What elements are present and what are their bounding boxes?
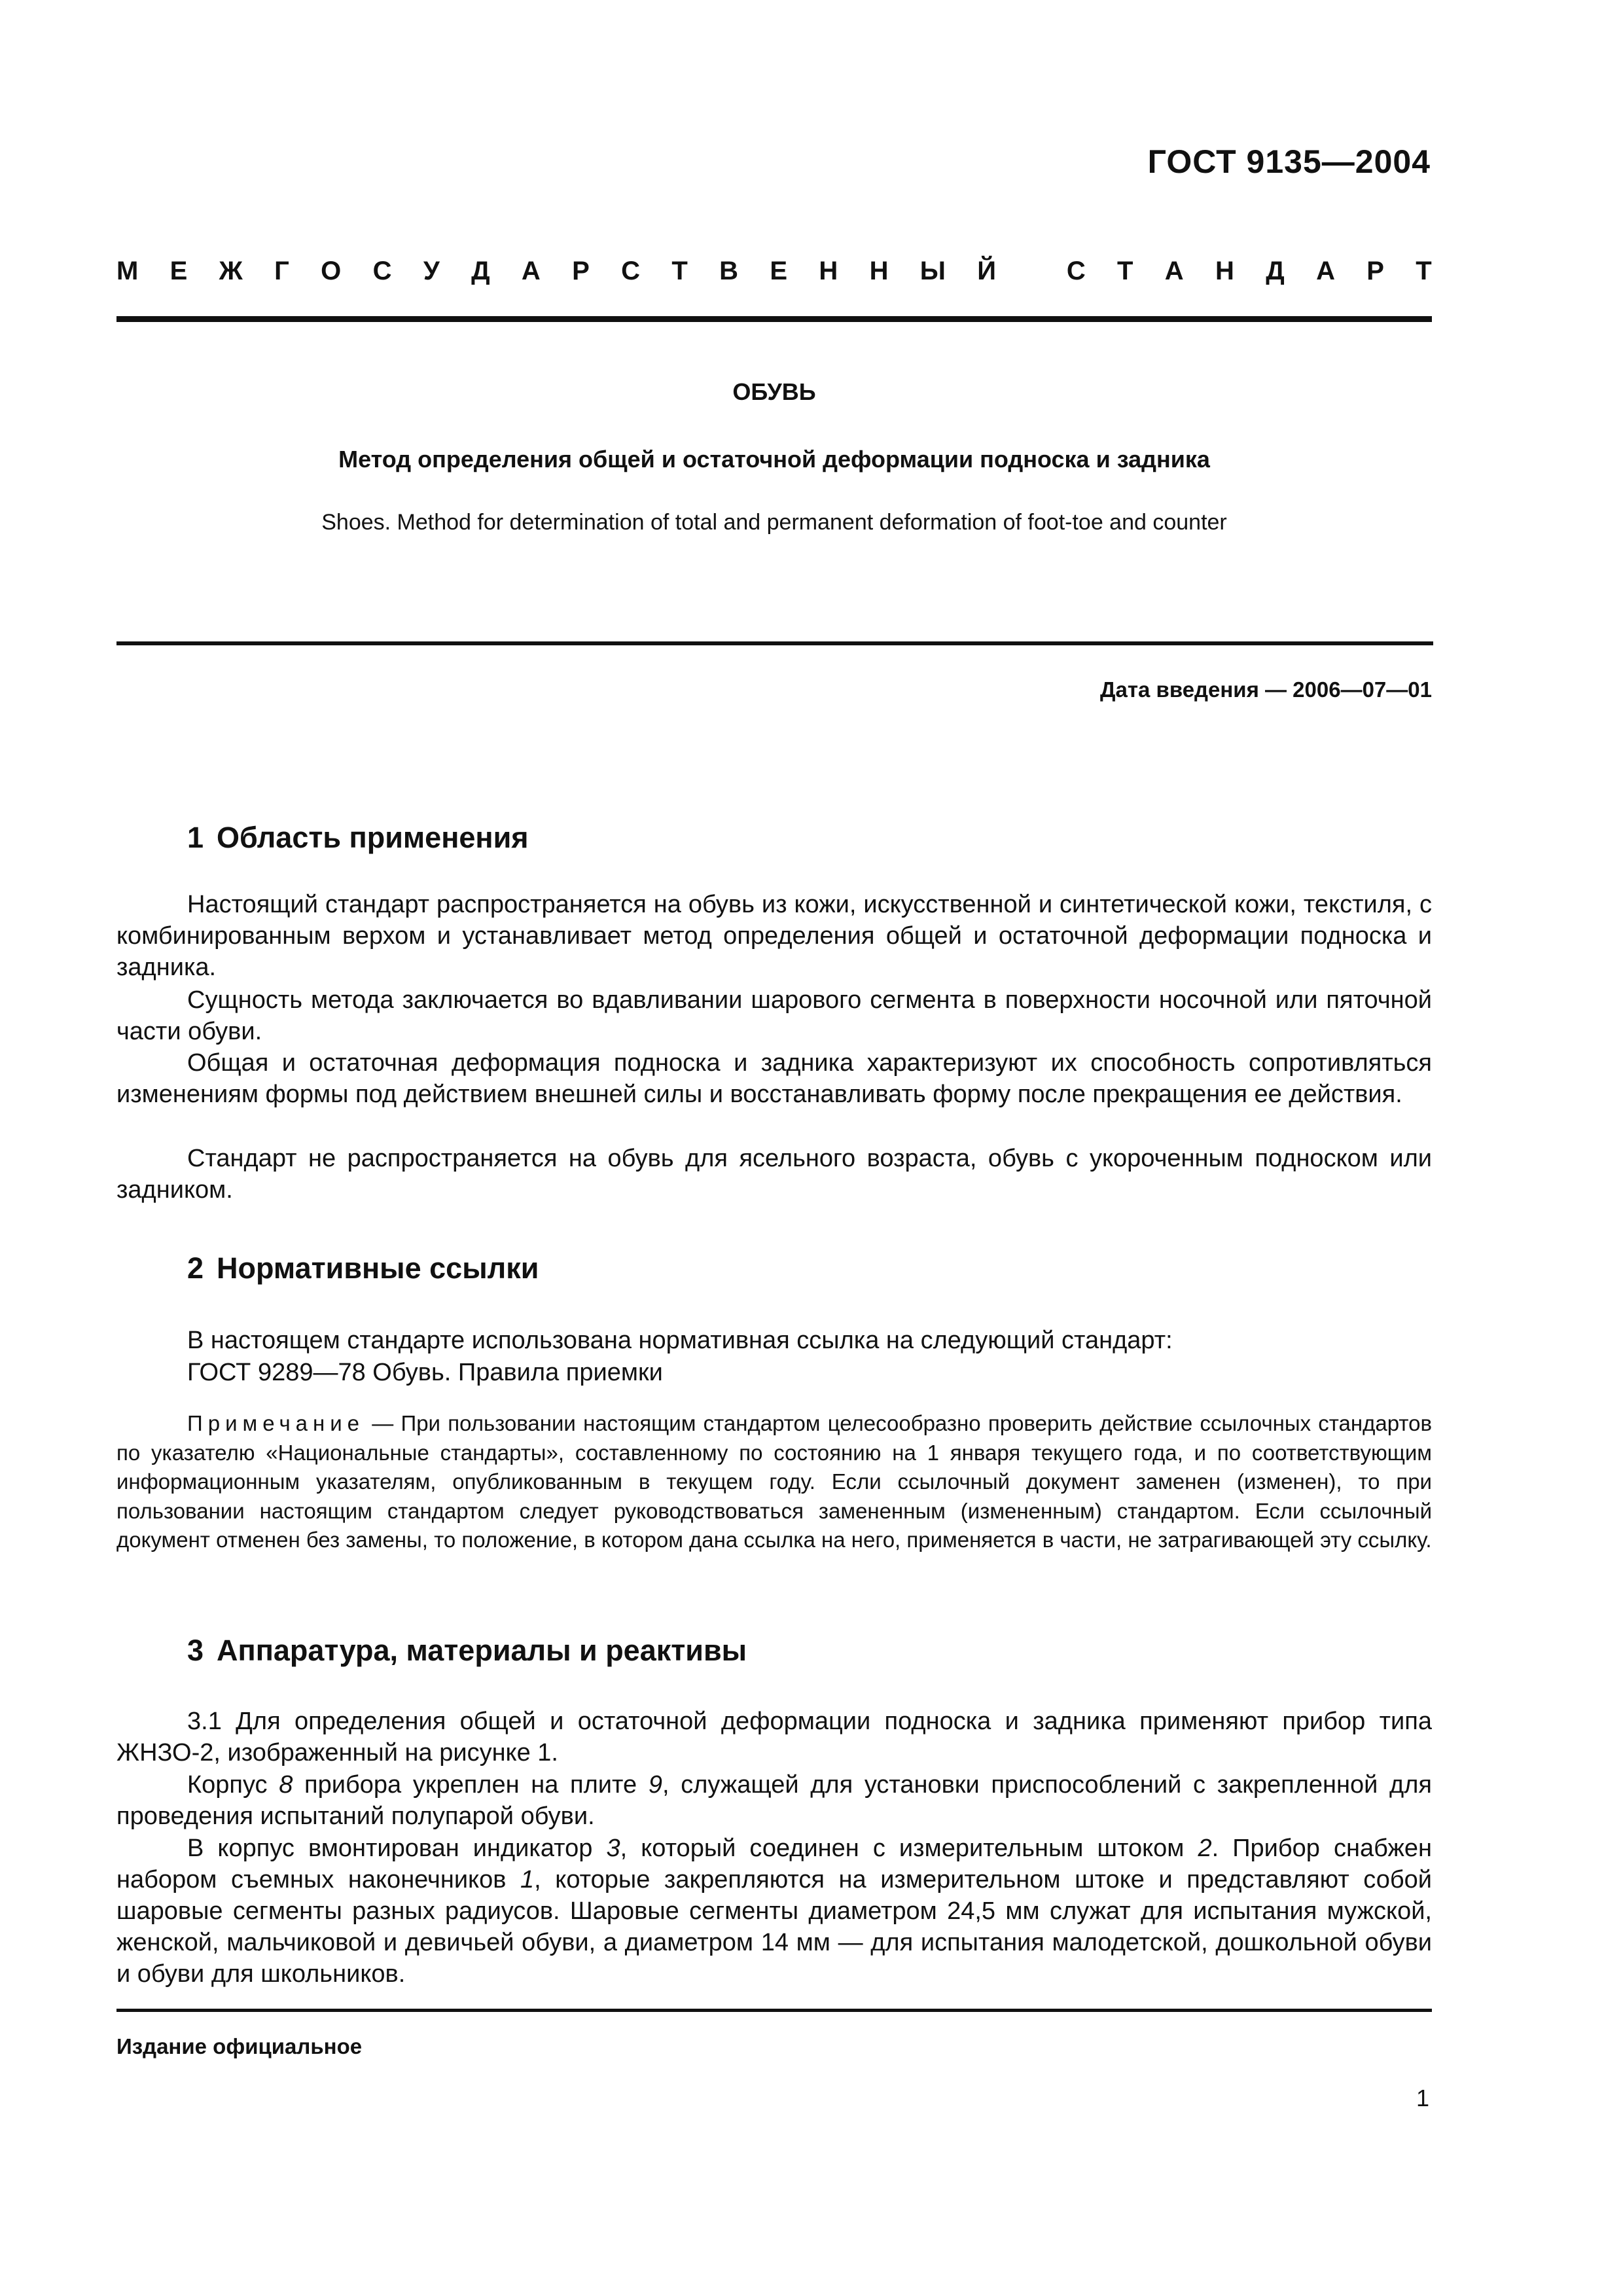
heading-letter: У	[423, 257, 440, 285]
footer-rule	[116, 2009, 1432, 2012]
section-2-line-1: В настоящем стандарте использована нормативная ссылка на следующий стандарт:	[187, 1327, 1173, 1354]
heading-letter: С	[621, 257, 641, 285]
word-gap	[1027, 257, 1035, 286]
document-code: ГОСТ 9135—2004	[1147, 143, 1431, 180]
text-run: . Прибор снабжен набором съемных наконечников	[116, 1835, 1432, 1893]
note-text: — При пользовании настоящим стандартом целесообразно проверить действие ссылочных стандартов по указателю «Национальные стандарты», составленному по состоянию на 1 января текущего года, и по соответствующим информационным указателям, опубликованным в текущем году. Если ссылочный документ заменен (изменен), то при пользовании настоящим стандартом следует руководствоваться замененным (измененным) стандартом. Если ссылочный документ отменен без замены, то положение, в котором дана ссылка на него, применяется в части, не затрагивающей эту ссылку.	[116, 1411, 1432, 1552]
heading-letter: Е	[169, 257, 188, 285]
text-run: Корпус	[187, 1771, 279, 1799]
heading-letter: О	[321, 257, 342, 285]
page-number: 1	[1416, 2085, 1429, 2111]
heading-letter: Т	[1117, 257, 1133, 285]
text-run: В корпус вмонтирован индикатор	[187, 1835, 607, 1862]
heading-letter: А	[1316, 257, 1335, 285]
section-number: 3	[187, 1634, 204, 1667]
title-rule	[116, 641, 1433, 645]
heading-letter: Т	[1416, 257, 1432, 285]
heading-letter: Н	[819, 257, 838, 285]
section-3-heading	[187, 1634, 747, 1668]
figure-callout-number: 9	[648, 1771, 662, 1799]
header-rule	[116, 316, 1432, 322]
heading-letter: Н	[869, 257, 889, 285]
section-1-heading	[187, 821, 529, 855]
date-of-introduction: Дата введения — 2006—07—01	[1100, 677, 1432, 702]
heading-letter: Ж	[219, 257, 243, 285]
heading-letter: Н	[1215, 257, 1234, 285]
figure-callout-number: 1	[520, 1866, 535, 1893]
section-1-paragraph-1: Настоящий стандарт распространяется на обувь из кожи, искусственной и синтетической кожи, текстиля, с комбинированным верхом и устанавливает метод определения общей и остаточной деформации подноска и задника.	[116, 891, 1432, 981]
section-2-heading	[187, 1251, 539, 1285]
heading-letter: Р	[572, 257, 590, 285]
note-label: Примечание	[187, 1411, 365, 1435]
heading-letter: Й	[977, 257, 997, 285]
heading-letter: Е	[770, 257, 788, 285]
heading-letter: Г	[274, 257, 289, 285]
title-english: Shoes. Method for determination of total and permanent deformation of foot-toe and counter	[321, 510, 1227, 535]
heading-letter: Д	[471, 257, 490, 285]
section-number: 1	[187, 821, 204, 854]
section-3-paragraph-3	[116, 1833, 1432, 1990]
heading-letter: А	[521, 257, 541, 285]
section-1-paragraph-4: Стандарт не распространяется на обувь для ясельного возраста, обувь с укороченным подноском или задником.	[116, 1145, 1432, 1204]
title-main: ОБУВЬ	[732, 378, 816, 405]
section-title: Область применения	[217, 821, 529, 854]
section-2-note	[116, 1409, 1432, 1555]
text-run: , служащей для установки приспособлений с закрепленной для проведения испытаний полупарой обуви.	[116, 1771, 1432, 1830]
section-3-paragraph-2	[116, 1769, 1432, 1832]
section-3-paragraph-1: 3.1 Для определения общей и остаточной деформации подноска и задника применяют прибор типа ЖНЗО-2, изображенный на рисунке 1.	[116, 1708, 1432, 1767]
official-edition-label: Издание официальное	[116, 2034, 363, 2058]
figure-callout-number: 8	[279, 1771, 293, 1799]
heading-letter: М	[116, 257, 139, 285]
heading-letter: А	[1164, 257, 1184, 285]
figure-callout-number: 2	[1198, 1835, 1212, 1862]
heading-letter: Ы	[919, 257, 946, 285]
interstate-standard-heading	[116, 257, 1432, 286]
text-run: прибора укреплен на плите	[293, 1771, 649, 1799]
heading-letter: Д	[1266, 257, 1285, 285]
text-run: , которые закрепляются на измерительном штоке и представляют собой шаровые сегменты разных радиусов. Шаровые сегменты диаметром 24,5 мм служат для испытания мужской, женской, мальчиковой и девичьей обуви, а диаметром 14 мм — для испытания малодетской, дошкольной обуви и обуви для школьников.	[116, 1866, 1432, 1988]
section-title: Нормативные ссылки	[217, 1251, 539, 1285]
heading-letter: С	[372, 257, 392, 285]
text-run: , который соединен с измерительным штоком	[620, 1835, 1198, 1862]
figure-callout-number: 3	[606, 1835, 620, 1862]
section-1-paragraph-2: Сущность метода заключается во вдавливании шарового сегмента в поверхности носочной или пяточной части обуви.	[116, 986, 1432, 1045]
section-2-line-2: ГОСТ 9289—78 Обувь. Правила приемки	[187, 1359, 663, 1386]
section-number: 2	[187, 1251, 204, 1285]
title-subtitle: Метод определения общей и остаточной деформации подноска и задника	[338, 446, 1210, 473]
heading-letter: Р	[1366, 257, 1384, 285]
heading-letter: С	[1066, 257, 1086, 285]
heading-letter: Т	[671, 257, 688, 285]
section-title: Аппаратура, материалы и реактивы	[217, 1634, 747, 1667]
section-1-paragraph-3: Общая и остаточная деформация подноска и задника характеризуют их способность сопротивляться изменениям формы под действием внешней силы и восстанавливать форму после прекращения ее действия.	[116, 1049, 1432, 1108]
heading-letter: В	[719, 257, 738, 285]
